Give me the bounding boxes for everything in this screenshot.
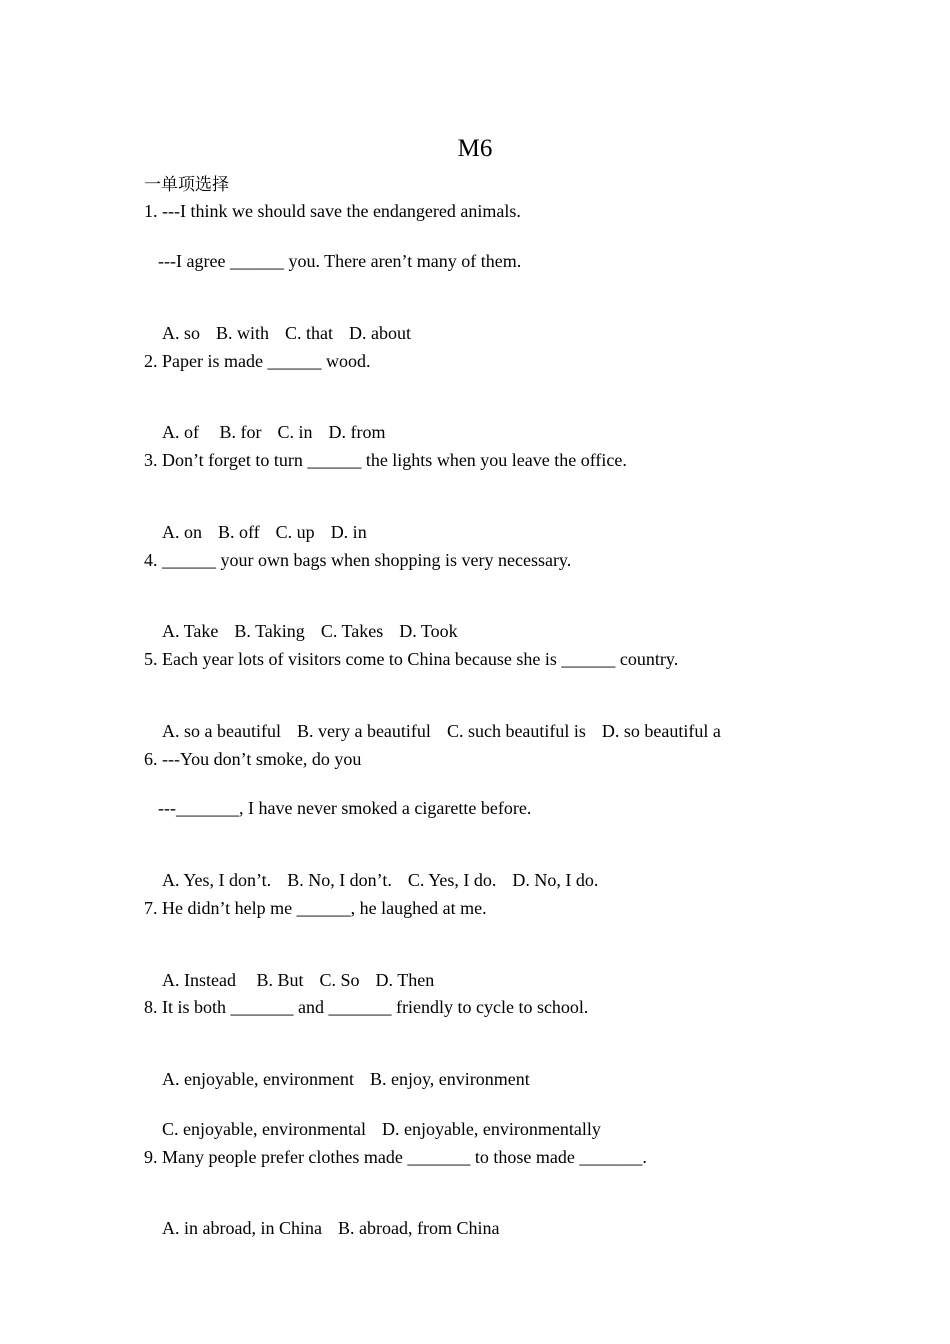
option-d: D. so beautiful a bbox=[601, 721, 721, 741]
option-c: C. up bbox=[275, 522, 315, 542]
section-heading: 一单项选择 bbox=[144, 175, 229, 195]
question-1-reply: ---I agree ______ you. There aren’t many of them. bbox=[158, 251, 522, 271]
question-7-stem: 7. He didn’t help me ______, he laughed at me. bbox=[144, 898, 487, 918]
option-a: A. Yes, I don’t. bbox=[162, 870, 272, 890]
question-3-stem: 3. Don’t forget to turn ______ the lights when you leave the office. bbox=[144, 450, 627, 470]
question-4-stem: 4. ______ your own bags when shopping is very necessary. bbox=[144, 550, 572, 570]
question-2-stem: 2. Paper is made ______ wood. bbox=[144, 351, 371, 371]
option-b: B. very a beautiful bbox=[296, 721, 431, 741]
question-9-options bbox=[144, 1195, 499, 1261]
question-8-stem: 8. It is both _______ and _______ friendly to cycle to school. bbox=[144, 997, 589, 1017]
option-b: B. Taking bbox=[234, 621, 305, 641]
option-c: C. enjoyable, environmental bbox=[162, 1119, 366, 1139]
option-d: D. Took bbox=[399, 621, 458, 641]
question-6-stem: 6. ---You don’t smoke, do you bbox=[144, 749, 362, 769]
option-a: A. Take bbox=[162, 621, 219, 641]
option-a: A. of bbox=[162, 422, 204, 442]
option-b: B. abroad, from China bbox=[337, 1218, 500, 1238]
option-d: D. No, I do. bbox=[512, 870, 599, 890]
option-d: D. enjoyable, environmentally bbox=[381, 1119, 601, 1139]
option-a: A. so bbox=[162, 323, 201, 343]
option-a: A. Instead bbox=[162, 970, 241, 990]
option-b: B. enjoy, environment bbox=[369, 1069, 530, 1089]
option-a: A. enjoyable, environment bbox=[162, 1069, 354, 1089]
option-c: C. Yes, I do. bbox=[407, 870, 497, 890]
option-d: D. about bbox=[349, 323, 412, 343]
question-1-stem: 1. ---I think we should save the endangered animals. bbox=[144, 201, 521, 221]
option-d: D. in bbox=[330, 522, 367, 542]
option-c: C. Takes bbox=[320, 621, 384, 641]
option-b: B. But bbox=[256, 970, 304, 990]
page-title: M6 bbox=[457, 135, 493, 162]
option-d: D. from bbox=[328, 422, 386, 442]
option-c: C. in bbox=[277, 422, 313, 442]
question-6-reply: ---_______, I have never smoked a cigarette before. bbox=[158, 798, 532, 818]
option-c: C. So bbox=[319, 970, 360, 990]
question-9-stem: 9. Many people prefer clothes made _______ to those made _______. bbox=[144, 1147, 647, 1167]
option-d: D. Then bbox=[375, 970, 435, 990]
option-a: A. on bbox=[162, 522, 202, 542]
option-b: B. off bbox=[218, 522, 260, 542]
option-c: C. that bbox=[285, 323, 334, 343]
option-a: A. in abroad, in China bbox=[162, 1218, 322, 1238]
option-b: B. No, I don’t. bbox=[287, 870, 392, 890]
option-a: A. so a beautiful bbox=[162, 721, 281, 741]
option-b: B. with bbox=[216, 323, 270, 343]
option-c: C. such beautiful is bbox=[446, 721, 586, 741]
option-b: B. for bbox=[219, 422, 262, 442]
question-5-stem: 5. Each year lots of visitors come to China because she is ______ country. bbox=[144, 649, 679, 669]
